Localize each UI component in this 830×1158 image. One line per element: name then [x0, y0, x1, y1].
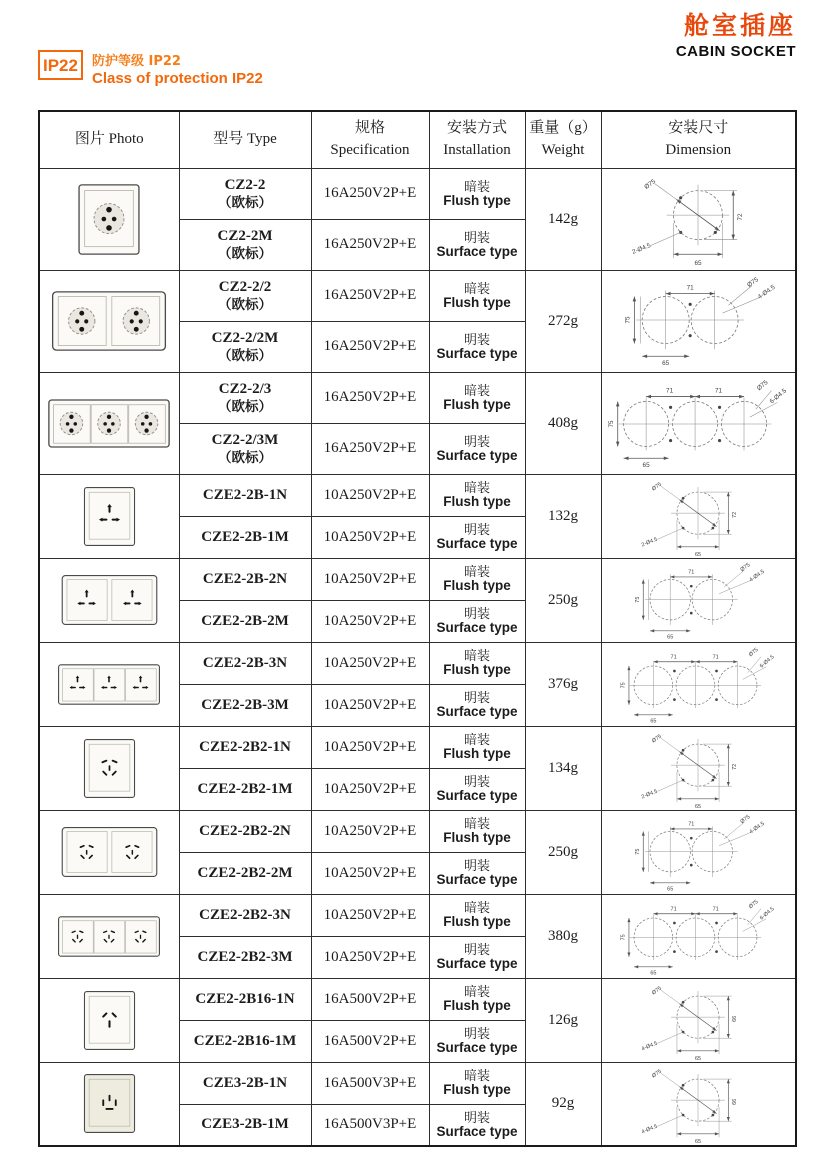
install-en: Surface type: [436, 243, 518, 259]
install-en: Surface type: [436, 620, 518, 636]
protection-class-en: Class of protection IP22: [91, 70, 263, 87]
install-zh: 暗装: [463, 648, 490, 664]
type-cell: [179, 600, 311, 642]
install-zh: 明装: [463, 331, 490, 347]
install-cell: [429, 810, 525, 852]
type-note: （欧标）: [218, 449, 272, 465]
install-cell: [429, 1062, 525, 1104]
install-cell: [429, 1020, 525, 1062]
type-cell: [179, 219, 311, 270]
svg-text:Ø75: Ø75: [651, 481, 664, 493]
spec-cell: 10A250V2P+E: [311, 936, 429, 978]
svg-text:75: 75: [608, 420, 616, 428]
dimension-cell: [601, 270, 796, 372]
brand-block: [676, 6, 796, 60]
type-code: CZE2-2B2-1N: [199, 738, 291, 755]
install-cell: [429, 684, 525, 726]
spec-cell: 10A250V2P+E: [311, 516, 429, 558]
spec-cell: 10A250V2P+E: [311, 558, 429, 600]
spec-cell: 10A250V2P+E: [311, 642, 429, 684]
type-cell: [179, 474, 311, 516]
svg-text:Ø75: Ø75: [748, 898, 760, 910]
type-cell: [179, 1104, 311, 1146]
svg-text:2-Ø4.5: 2-Ø4.5: [641, 788, 659, 800]
install-en: Surface type: [436, 536, 518, 552]
install-en: Flush type: [443, 494, 511, 510]
install-en: Flush type: [443, 830, 511, 846]
spec-cell: 16A250V2P+E: [311, 423, 429, 474]
type-cell: [179, 684, 311, 726]
install-en: Flush type: [443, 192, 511, 208]
install-cell: [429, 768, 525, 810]
dimension-drawing: [618, 644, 778, 725]
product-row: [39, 474, 796, 516]
svg-text:Ø75: Ø75: [746, 276, 761, 289]
type-cell: [179, 423, 311, 474]
product-row: [39, 372, 796, 423]
socket-photo-illustration: [82, 486, 137, 547]
install-en: Surface type: [436, 345, 518, 361]
install-en: Flush type: [443, 914, 511, 930]
spec-cell: 16A500V3P+E: [311, 1104, 429, 1146]
svg-text:65: 65: [642, 462, 650, 470]
svg-text:2-Ø4.5: 2-Ø4.5: [631, 242, 653, 256]
install-en: Flush type: [443, 746, 511, 762]
spec-cell: 10A250V2P+E: [311, 852, 429, 894]
dimension-cell: [601, 474, 796, 558]
type-code: CZE2-2B-1N: [202, 486, 288, 503]
type-cell: [179, 372, 311, 423]
install-zh: 明装: [463, 1026, 490, 1042]
install-zh: 明装: [463, 942, 490, 958]
type-code: CZ2-2: [224, 177, 266, 194]
svg-text:75: 75: [624, 316, 632, 324]
svg-text:71: 71: [715, 387, 723, 395]
type-code: CZ2-2/2: [218, 279, 272, 296]
spec-cell: 10A250V2P+E: [311, 810, 429, 852]
weight-cell: 380g: [525, 894, 601, 978]
weight-cell: 92g: [525, 1062, 601, 1146]
type-note: （欧标）: [218, 194, 272, 210]
weight-cell: 250g: [525, 810, 601, 894]
type-code: CZE2-2B16-1N: [195, 990, 295, 1007]
svg-text:66: 66: [732, 1015, 739, 1022]
product-row: [39, 168, 796, 219]
product-table: [38, 110, 797, 1147]
socket-photo-illustration: [57, 914, 161, 959]
type-cell: [179, 516, 311, 558]
type-cell: [179, 936, 311, 978]
svg-text:Ø75: Ø75: [756, 379, 770, 393]
dimension-cell: [601, 1062, 796, 1146]
svg-text:72: 72: [732, 511, 739, 518]
type-code: CZE2-2B2-2N: [199, 822, 291, 839]
svg-text:4-Ø4.5: 4-Ø4.5: [748, 568, 767, 583]
install-zh: 明装: [463, 690, 490, 706]
svg-text:71: 71: [712, 653, 719, 660]
type-cell: [179, 321, 311, 372]
product-row: [39, 810, 796, 852]
type-code: CZ2-2M: [217, 228, 273, 245]
type-code: CZE2-2B16-1M: [193, 1032, 297, 1049]
product-photo-cell: [39, 978, 179, 1062]
socket-photo-illustration: [57, 662, 161, 707]
svg-text:65: 65: [662, 360, 670, 368]
socket-photo-illustration: [47, 397, 171, 450]
type-cell: [179, 810, 311, 852]
install-en: Surface type: [436, 1040, 518, 1056]
spec-cell: 10A250V2P+E: [311, 600, 429, 642]
dimension-drawing: [618, 1063, 778, 1144]
svg-text:65: 65: [694, 260, 702, 266]
install-zh: 明装: [463, 774, 490, 790]
install-cell: [429, 423, 525, 474]
install-zh: 暗装: [463, 564, 490, 580]
type-code: CZE2-2B-3N: [202, 654, 288, 671]
install-cell: [429, 321, 525, 372]
product-photo-cell: [39, 558, 179, 642]
protection-class-lines: [92, 50, 263, 87]
install-en: Surface type: [436, 788, 518, 804]
type-code: CZE2-2B-2M: [201, 612, 289, 629]
type-note: （欧标）: [218, 296, 272, 312]
spec-cell: 10A250V2P+E: [311, 474, 429, 516]
install-cell: [429, 894, 525, 936]
svg-text:65: 65: [695, 803, 702, 809]
socket-photo-illustration: [82, 738, 137, 799]
type-cell: [179, 1020, 311, 1062]
weight-cell: 134g: [525, 726, 601, 810]
spec-cell: 16A250V2P+E: [311, 321, 429, 372]
install-cell: [429, 372, 525, 423]
ip-rating-block: [38, 50, 263, 87]
install-zh: 明装: [463, 1109, 490, 1125]
svg-text:65: 65: [650, 969, 657, 976]
col-header-photo: 图片 Photo: [39, 111, 179, 168]
install-zh: 明装: [463, 433, 490, 449]
dimension-cell: [601, 168, 796, 270]
type-cell: [179, 726, 311, 768]
spec-cell: 16A250V2P+E: [311, 270, 429, 321]
svg-text:Ø75: Ø75: [651, 733, 664, 745]
install-cell: [429, 642, 525, 684]
svg-text:72: 72: [732, 763, 739, 770]
page-title-en: CABIN SOCKET: [675, 43, 796, 60]
socket-photo-illustration: [60, 826, 159, 878]
dimension-drawing: [618, 812, 778, 893]
dimension-cell: [601, 810, 796, 894]
svg-text:75: 75: [635, 848, 642, 855]
svg-text:4-Ø4.5: 4-Ø4.5: [641, 1040, 659, 1052]
spec-cell: 16A250V2P+E: [311, 168, 429, 219]
svg-text:65: 65: [695, 1055, 702, 1061]
install-cell: [429, 936, 525, 978]
type-code: CZ2-2/2M: [211, 330, 279, 347]
dimension-drawing: [618, 560, 778, 641]
type-code: CZE2-2B-2N: [202, 570, 288, 587]
weight-cell: 126g: [525, 978, 601, 1062]
dimension-drawing: [618, 896, 778, 977]
install-cell: [429, 600, 525, 642]
product-photo-cell: [39, 810, 179, 894]
spec-cell: 10A250V2P+E: [311, 684, 429, 726]
install-en: Flush type: [443, 294, 511, 310]
svg-text:65: 65: [667, 885, 674, 892]
spec-cell: 10A250V2P+E: [311, 726, 429, 768]
svg-text:6-Ø4.5: 6-Ø4.5: [759, 653, 776, 670]
type-cell: [179, 978, 311, 1020]
protection-class-zh: 防护等级 IP22: [91, 54, 181, 69]
svg-text:65: 65: [667, 633, 674, 640]
spec-cell: 16A500V3P+E: [311, 1062, 429, 1104]
install-zh: 暗装: [463, 178, 490, 194]
type-cell: [179, 270, 311, 321]
product-row: [39, 726, 796, 768]
install-cell: [429, 474, 525, 516]
spec-cell: 16A250V2P+E: [311, 219, 429, 270]
svg-text:71: 71: [666, 387, 674, 395]
install-en: Flush type: [443, 578, 511, 594]
socket-photo-illustration: [82, 1073, 137, 1134]
svg-text:65: 65: [650, 717, 657, 724]
install-zh: 明装: [463, 606, 490, 622]
product-photo-cell: [39, 372, 179, 474]
svg-text:72: 72: [737, 213, 745, 221]
install-en: Surface type: [436, 872, 518, 888]
svg-text:71: 71: [670, 905, 677, 912]
install-en: Flush type: [443, 1082, 511, 1098]
svg-text:65: 65: [695, 551, 702, 557]
type-code: CZE2-2B-1M: [201, 528, 289, 545]
svg-text:75: 75: [635, 596, 642, 603]
type-code: CZE2-2B2-2M: [197, 864, 293, 881]
spec-cell: 10A250V2P+E: [311, 768, 429, 810]
install-zh: 暗装: [463, 382, 490, 398]
type-code: CZE2-2B-3M: [201, 696, 289, 713]
type-cell: [179, 768, 311, 810]
type-code: CZE3-2B-1M: [201, 1116, 289, 1133]
product-photo-cell: [39, 270, 179, 372]
product-photo-cell: [39, 1062, 179, 1146]
svg-text:71: 71: [688, 821, 695, 828]
type-code: CZ2-2/3M: [211, 432, 279, 449]
socket-photo-illustration: [82, 990, 137, 1051]
weight-cell: 272g: [525, 270, 601, 372]
type-code: CZE3-2B-1N: [202, 1074, 288, 1091]
install-cell: [429, 726, 525, 768]
svg-text:4-Ø4.5: 4-Ø4.5: [756, 283, 777, 301]
table-header-row: [39, 111, 796, 168]
type-code: CZE2-2B2-1M: [197, 780, 293, 797]
install-en: Flush type: [443, 396, 511, 412]
dimension-cell: [601, 558, 796, 642]
install-zh: 暗装: [463, 1068, 490, 1084]
svg-text:Ø75: Ø75: [651, 985, 664, 997]
spec-cell: 16A500V2P+E: [311, 1020, 429, 1062]
svg-text:Ø75: Ø75: [643, 178, 658, 191]
install-cell: [429, 1104, 525, 1146]
svg-text:Ø75: Ø75: [748, 646, 760, 658]
weight-cell: 250g: [525, 558, 601, 642]
svg-text:71: 71: [670, 653, 677, 660]
install-cell: [429, 219, 525, 270]
product-row: [39, 558, 796, 600]
dimension-cell: [601, 726, 796, 810]
type-cell: [179, 642, 311, 684]
dimension-cell: [601, 894, 796, 978]
product-photo-cell: [39, 894, 179, 978]
spec-cell: 16A500V2P+E: [311, 978, 429, 1020]
weight-cell: 132g: [525, 474, 601, 558]
svg-text:6-Ø4.5: 6-Ø4.5: [768, 387, 789, 406]
type-cell: [179, 1062, 311, 1104]
ip-badge: IP22: [38, 50, 83, 80]
install-cell: [429, 516, 525, 558]
install-zh: 暗装: [463, 984, 490, 1000]
install-zh: 暗装: [463, 900, 490, 916]
svg-text:2-Ø4.5: 2-Ø4.5: [641, 536, 659, 548]
col-header-dimension: 安装尺寸 Dimension: [601, 111, 796, 168]
type-code: CZ2-2/3: [218, 381, 272, 398]
col-header-specification: 规格 Specification: [311, 111, 429, 168]
install-cell: [429, 168, 525, 219]
svg-text:65: 65: [695, 1139, 702, 1145]
dimension-cell: [601, 642, 796, 726]
svg-text:Ø75: Ø75: [651, 1068, 664, 1080]
install-en: Flush type: [443, 662, 511, 678]
socket-photo-illustration: [60, 574, 159, 626]
svg-text:75: 75: [620, 681, 627, 688]
install-cell: [429, 978, 525, 1020]
col-header-weight: 重量（g） Weight: [525, 111, 601, 168]
product-row: [39, 894, 796, 936]
svg-text:71: 71: [712, 905, 719, 912]
install-zh: 明装: [463, 522, 490, 538]
install-cell: [429, 558, 525, 600]
type-note: （欧标）: [218, 398, 272, 414]
socket-photo-illustration: [50, 290, 168, 352]
install-zh: 明装: [463, 229, 490, 245]
install-zh: 暗装: [463, 816, 490, 832]
dimension-drawing: [605, 172, 791, 266]
dimension-drawing: [618, 476, 778, 557]
install-cell: [429, 852, 525, 894]
install-zh: 暗装: [463, 480, 490, 496]
svg-text:Ø75: Ø75: [739, 813, 752, 825]
weight-cell: 142g: [525, 168, 601, 270]
install-en: Flush type: [443, 998, 511, 1014]
type-cell: [179, 168, 311, 219]
product-photo-cell: [39, 642, 179, 726]
dimension-drawing: [618, 728, 778, 809]
type-note: （欧标）: [218, 347, 272, 363]
svg-text:75: 75: [620, 933, 627, 940]
weight-cell: 376g: [525, 642, 601, 726]
product-photo-cell: [39, 726, 179, 810]
socket-photo-illustration: [76, 183, 142, 256]
install-zh: 明装: [463, 858, 490, 874]
type-cell: [179, 852, 311, 894]
spec-cell: 16A250V2P+E: [311, 372, 429, 423]
install-en: Surface type: [436, 447, 518, 463]
product-photo-cell: [39, 474, 179, 558]
svg-text:4-Ø4.5: 4-Ø4.5: [748, 820, 767, 835]
type-code: CZE2-2B2-3N: [199, 906, 291, 923]
product-row: [39, 270, 796, 321]
product-row: [39, 978, 796, 1020]
install-en: Surface type: [436, 704, 518, 720]
svg-text:66: 66: [732, 1099, 739, 1106]
product-row: [39, 642, 796, 684]
spec-cell: 10A250V2P+E: [311, 894, 429, 936]
install-en: Surface type: [436, 956, 518, 972]
install-zh: 暗装: [463, 732, 490, 748]
svg-text:Ø75: Ø75: [739, 561, 752, 573]
dimension-cell: [601, 372, 796, 474]
install-zh: 暗装: [463, 280, 490, 296]
dimension-drawing: [605, 274, 791, 368]
svg-text:71: 71: [686, 284, 694, 292]
svg-text:71: 71: [688, 569, 695, 576]
page-title-zh: 舱室插座: [683, 11, 796, 40]
product-row: [39, 1062, 796, 1104]
type-code: CZE2-2B2-3M: [197, 948, 293, 965]
col-header-installation: 安装方式 Installation: [429, 111, 525, 168]
type-cell: [179, 558, 311, 600]
dimension-drawing: [618, 980, 778, 1061]
svg-text:6-Ø4.5: 6-Ø4.5: [759, 905, 776, 922]
dimension-cell: [601, 978, 796, 1062]
install-en: Surface type: [436, 1124, 518, 1140]
product-photo-cell: [39, 168, 179, 270]
type-note: （欧标）: [218, 245, 272, 261]
weight-cell: 408g: [525, 372, 601, 474]
svg-text:4-Ø4.5: 4-Ø4.5: [641, 1123, 659, 1136]
type-cell: [179, 894, 311, 936]
dimension-drawing: [605, 376, 791, 470]
install-cell: [429, 270, 525, 321]
col-header-type: 型号 Type: [179, 111, 311, 168]
